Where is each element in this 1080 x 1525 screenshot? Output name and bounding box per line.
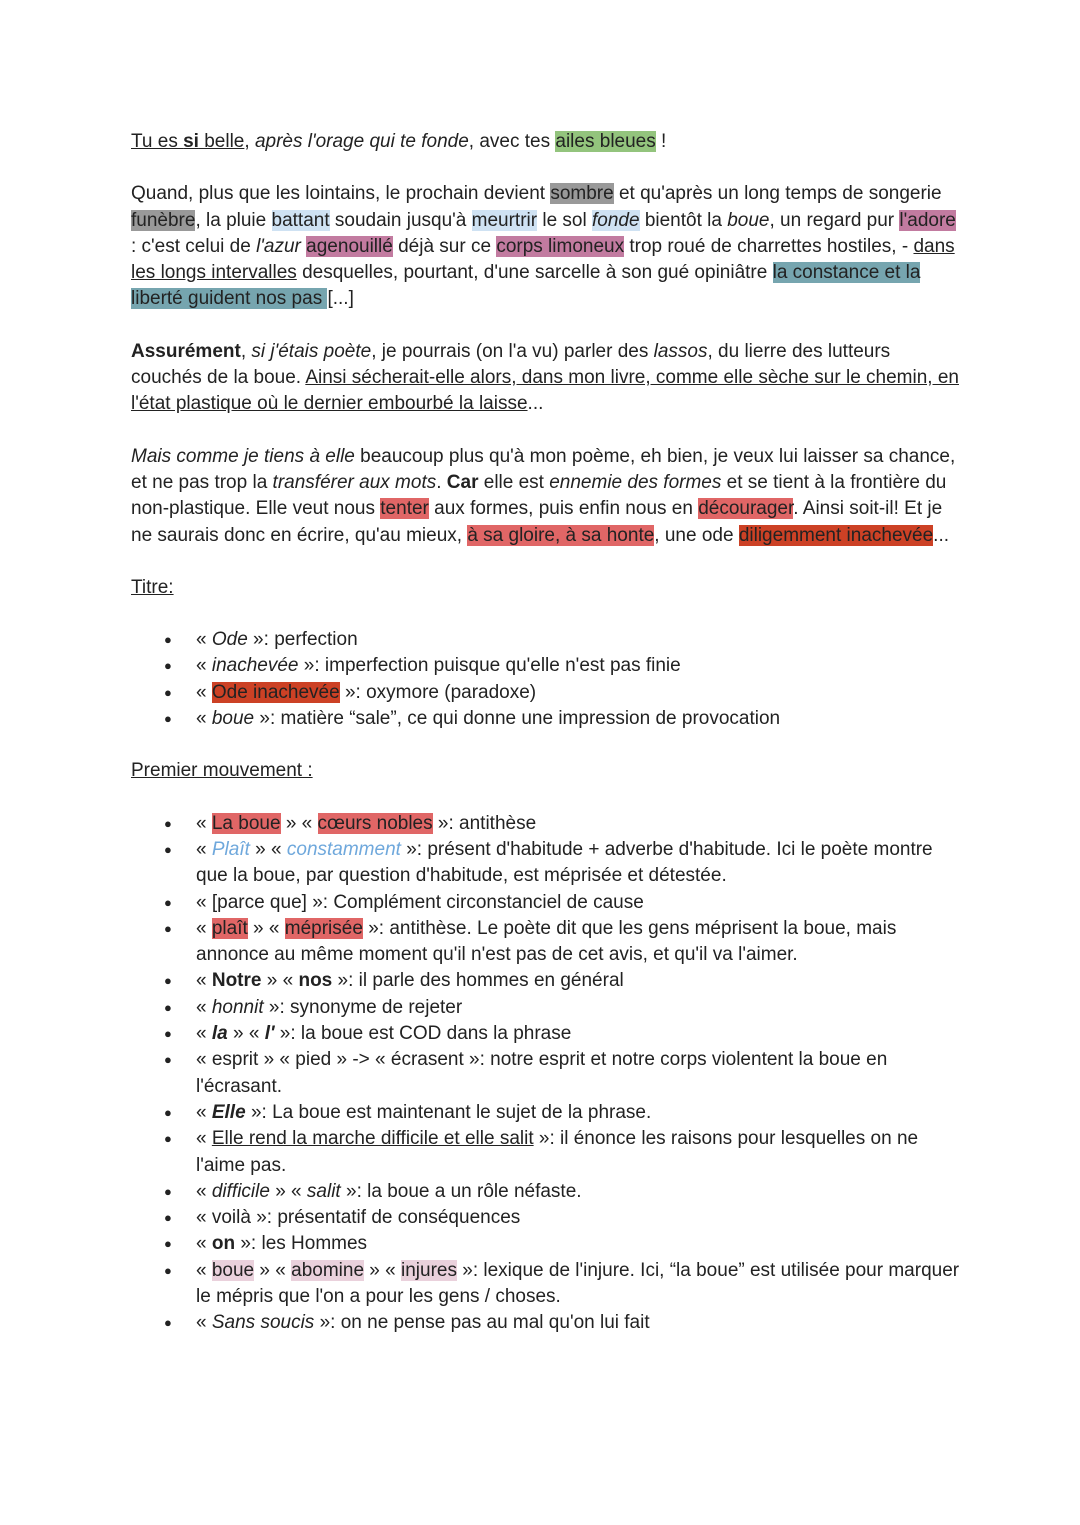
poem-paragraph-4 [131,444,961,549]
poem-p4-a: Mais comme je tiens à elle [131,445,355,467]
explanation: : oxymore (paradoxe) [355,681,537,703]
text: » « [249,838,287,860]
text: »: il parle des hommes en général [332,970,624,992]
term-elle-rend: Elle rend la marche difficile et elle salit [211,1128,534,1150]
poem-p2-intervalles: dans les longs intervalles [131,235,955,284]
poem-p4-car: Car [446,471,479,493]
term-l: l' [264,1023,275,1045]
term-elle: Elle [211,1101,246,1123]
term-sans-soucis: Sans soucis [211,1312,315,1334]
poem-line1-h: ! [655,131,667,152]
poem-p2-s: déjà sur ce [392,235,497,257]
text: « [196,1180,212,1202]
text: « [196,996,212,1018]
list-item [196,653,961,679]
explanation: : matière “sale”, ce qui donne une impression de provocation [270,708,781,730]
poem-line1-a: Tu es [131,131,184,152]
term-on: on [211,1233,236,1255]
poem-p2-m: , un regard pur [769,209,900,231]
highlight-corps-limoneux: corps limoneux [496,235,625,257]
term: Ode [211,629,248,651]
poem-p4-l: . Ainsi soit-il! Et je ne saurais donc en écrire, qu'au mieux, [131,498,943,546]
term-honnit: honnit [211,996,264,1018]
highlight-plait: plaît [211,917,248,939]
text: « [196,1023,212,1045]
list-item [196,1205,961,1231]
highlight-boue: boue [211,1259,255,1281]
text: »: présent d'habitude + adverbe d'habitude. Ici le poète montre que la boue, par question d'habitude, est méprisée et détestée. [196,838,933,887]
poem-p4-g: ennemie des formes [549,471,722,493]
term-salit: salit [306,1180,341,1202]
term-difficile: difficile [211,1180,270,1202]
highlight-la-boue: La boue [211,812,281,834]
poem-line1-b: si [183,131,199,152]
term: inachevée [211,655,299,677]
poem-p4-j: aux formes, puis enfin nous en [428,498,699,520]
list-item [196,1231,961,1257]
term-notre: Notre [211,970,262,992]
quote-open: « [196,708,212,730]
poem-p2-a: Quand, plus que les lointains, le prochain devient [131,183,551,205]
list-item [196,680,961,706]
text: »: lexique de l'injure. Ici, “la boue” est utilisée pour marquer le mépris que l'on a pour les gens / choses. [196,1259,960,1307]
text: »: on ne pense pas au mal qu'on lui fait [314,1312,650,1334]
quote-close: » [254,708,270,730]
text: »: il énonce les raisons pour lesquelles on ne l'aime pas. [196,1128,919,1176]
poem-line1-c: belle [198,131,245,152]
list-item [196,627,961,653]
poem-p3-c: si j'étais poète [251,340,372,362]
list-item [196,1310,961,1336]
poem-p2-o: : c'est celui de [131,235,257,257]
text: « [196,838,212,860]
highlight-agenouille: agenouillé [306,235,393,257]
document [131,129,961,1363]
explanation: : imperfection puisque qu'elle n'est pas finie [314,655,681,677]
text: »: antithèse. Le poète dit que les gens méprisent la boue, mais annonce au même moment qu'il n'est pas de cet avis, et qu'il va l'aimer. [196,917,897,966]
titre-heading: Titre: [131,576,174,598]
quote-close: » [247,629,264,651]
highlight-injures: injures [401,1259,457,1281]
quote-open: « [196,655,212,677]
quote-open: « [196,681,212,703]
poem-p3-f: , du lierre des lutteurs couchés de la boue. [131,340,891,389]
text: « [196,1233,212,1255]
list-item [196,995,961,1021]
poem-p2-i: le sol [537,209,592,231]
text: »: la boue a un rôle néfaste. [340,1180,582,1202]
text: « [196,970,212,992]
explanation: : perfection [263,629,358,651]
highlight-ailes-bleues: ailes bleues [555,131,656,152]
list-item [196,890,961,916]
quote-close: » [298,655,315,677]
poem-line1-e: après l'orage qui te fonde [254,131,469,152]
highlight-gloire-honte: à sa gloire, à sa honte [467,524,655,546]
list-item [196,837,961,890]
text: »: La boue est maintenant le sujet de la phrase. [245,1101,652,1123]
poem-p2-boue: boue [727,209,770,231]
highlight-abomine: abomine [291,1259,365,1281]
text: « [196,1312,212,1334]
term-nos: nos [298,970,333,992]
list-item [196,706,961,732]
poem-p2-k: bientôt la [639,209,728,231]
poem-line1-f: , avec tes [468,131,556,152]
text: » « [247,917,285,939]
highlight-diligemment: diligemment inachevée [738,524,934,546]
highlight-ode-inachevee: Ode inachevée [211,681,340,703]
highlight-fonde: fonde [592,209,640,231]
highlight-sombre: sombre [550,183,614,205]
poem-line-1 [131,129,961,155]
quote-close: » [339,681,356,703]
poem-p4-c: transférer aux mots [272,471,437,493]
poem-paragraph-2 [131,181,961,312]
highlight-battant: battant [271,209,330,231]
term-plait: Plaît [211,838,250,860]
list-item [196,1179,961,1205]
highlight-tenter: tenter [380,498,429,520]
poem-p2-y: [...] [327,288,354,310]
poem-p3-d: , je pourrais (on l'a vu) parler des [371,340,654,362]
text: » « [280,812,318,834]
list-item [196,968,961,994]
text: »: les Hommes [235,1233,368,1255]
list-item [196,916,961,969]
list-item [196,1021,961,1047]
text: » « [269,1180,307,1202]
text: » « [254,1259,292,1281]
poem-p2-e: , la pluie [195,209,272,231]
poem-p4-n: , une ode [654,524,739,546]
highlight-meurtrir: meurtrir [471,209,538,231]
poem-p3-h: ... [527,393,544,415]
term-constamment: constamment [286,838,401,860]
text: » « [227,1023,265,1045]
text: « voilà »: présentatif de conséquences [196,1207,521,1229]
text: « [196,1101,212,1123]
poem-p4-p: ... [933,524,950,546]
text: »: synonyme de rejeter [263,996,463,1018]
highlight-ladore: l'adore [899,209,956,231]
poem-paragraph-3 [131,339,961,418]
poem-p4-f: elle est [478,471,550,493]
poem-p3-assurement: Assurément [131,340,241,362]
titre-list [131,627,961,732]
highlight-meprisee: méprisée [284,917,363,939]
highlight-funebre: funèbre [131,209,196,231]
poem-p2-u: trop roué de charrettes hostiles, - [624,235,914,257]
poem-line1-d: , [244,131,255,152]
poem-p2-azur: l'azur [256,235,301,257]
list-item [196,1126,961,1179]
text: « [parce que] »: Complément circonstanciel de cause [196,891,644,913]
list-item [196,1258,961,1311]
poem-p4-d: . [436,471,447,493]
poem-p2-g: soudain jusqu'à [329,209,472,231]
premier-mouvement-heading: Premier mouvement : [131,760,313,782]
term: boue [211,708,255,730]
poem-p4-b: beaucoup plus qu'à mon poème, eh bien, je veux lui laisser sa chance, et ne pas trop la [131,445,956,493]
poem-p3-g: Ainsi sécherait-elle alors, dans mon livre, comme elle sèche sur le chemin, en l'état plastique où le dernier embourbé la laisse [131,367,959,415]
list-item [196,811,961,837]
highlight-constance-liberte: la constance et la liberté guident nos pas [131,262,921,310]
text: « [196,1128,212,1150]
poem-p2-c: et qu'après un long temps de songerie [613,183,942,205]
text: « [196,917,212,939]
text: » « [261,970,299,992]
text: « esprit » « pied » -> « écrasent »: notre esprit et notre corps violentent la boue en l'écrasant. [196,1049,888,1097]
text: « [196,1259,212,1281]
poem-p3-b: , [240,340,252,362]
text: »: la boue est COD dans la phrase [274,1023,572,1045]
mouvement-list [131,811,961,1337]
list-item [196,1047,961,1100]
highlight-coeurs-nobles: cœurs nobles [317,812,433,834]
quote-open: « [196,629,212,651]
text: « [196,812,212,834]
poem-p3-lassos: lassos [653,340,708,362]
poem-p4-h: et se tient à la frontière du non-plastique. Elle veut nous [131,471,947,520]
text: »: antithèse [432,812,537,834]
text: » « [364,1259,401,1281]
highlight-decourager: décourager [698,498,794,520]
list-item [196,1100,961,1126]
poem-p2-w: desquelles, pourtant, d'une sarcelle à son gué opiniâtre [296,262,773,284]
term-la: la [211,1023,228,1045]
